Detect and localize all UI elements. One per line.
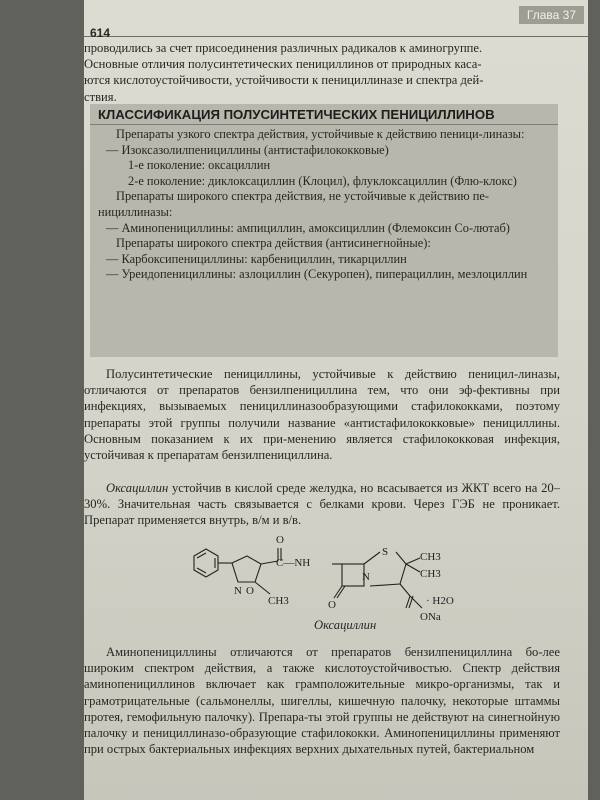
body-paragraph-2: [84, 480, 560, 529]
label-n-isox: N: [234, 585, 242, 597]
book-page: [84, 0, 588, 800]
structural-formula: [174, 528, 494, 628]
label-water: · H2O: [426, 595, 454, 607]
chapter-label: Глава 37: [519, 6, 584, 24]
classification-box: [90, 104, 558, 357]
group-narrow-item: — Изоксазолилпенициллины (антистафилококковые): [106, 142, 389, 157]
label-o-lactam: O: [328, 599, 336, 611]
label-ch3-a: CH3: [420, 551, 441, 563]
label-ch3-b: CH3: [420, 568, 441, 580]
intro-line-3: ются кислотоустойчивости, устойчивости к пенициллиназе и спектра дей-: [84, 73, 484, 88]
formula-caption: Оксациллин: [314, 618, 377, 632]
label-ona: ONa: [420, 611, 441, 623]
intro-line-2: Основные отличия полусинтетических пенициллинов от природных каса-: [84, 57, 482, 72]
generation-1: 1-е поколение: оксациллин: [128, 158, 271, 173]
ureidopenicillins-item: — Уреидопенициллины: азлоциллин (Секуропен), пиперациллин, мезлоциллин: [106, 267, 528, 282]
label-s: S: [382, 546, 389, 558]
group-narrow: Препараты узкого спектра действия, устойчивые к действию пеници-линазы:: [116, 127, 525, 141]
classification-body: [90, 125, 558, 283]
classification-title: КЛАССИФИКАЦИЯ ПОЛУСИНТЕТИЧЕСКИХ ПЕНИЦИЛЛИНОВ: [90, 104, 558, 125]
group-broad-item: — Аминопенициллины: ампициллин, амоксициллин (Флемоксин Со-лютаб): [106, 220, 510, 235]
intro-line-1: проводились за счет присоединения различных радикалов к аминогруппе.: [84, 41, 483, 55]
label-o-top: O: [276, 534, 284, 546]
running-header: [84, 6, 588, 40]
drug-name-oxacillin: Оксациллин: [106, 481, 169, 495]
body-paragraph-1: [84, 366, 560, 463]
group-antipseudomonal: Препараты широкого спектра действия (антисинегнойные):: [116, 236, 431, 251]
group-broad: Препараты широкого спектра действия, не устойчивые к действию пе-нициллиназы:: [98, 189, 489, 219]
carboxypenicillins-item: — Карбоксипенициллины: карбенициллин, тикарциллин: [106, 251, 407, 266]
body-text-1: Полусинтетические пенициллины, устойчивые к действию пеницил-линазы, отличаются от препаратов бензилпенициллина тем, что они эф-фективны при инфекциях, вызываемых пенициллиназообразующими стафилококками, поэтому препараты этой группы получили название «антистафилококковые» пенициллины. Основным показанием к их при-менению является стафилококковая инфекция, устойчивая к препаратам бензилпенициллина.: [84, 367, 560, 463]
intro-paragraph: [84, 40, 560, 105]
label-ch3-c: CH3: [268, 595, 289, 607]
label-nh: C—NH: [276, 557, 311, 569]
generation-2: 2-е поколение: диклоксациллин (Клоцил), флуклоксациллин (Флю-клокс): [128, 173, 517, 188]
page-number: 614: [90, 26, 111, 40]
intro-line-4: ствия.: [84, 89, 117, 104]
oxacillin-description: устойчив в кислой среде желудка, но всасывается из ЖКТ всего на 20–30%. Значительная часть связывается с белками крови. Через ГЭБ не проникает. Препарат применяется внутрь, в/м и в/в.: [84, 481, 560, 528]
label-o-isox: O: [246, 585, 254, 597]
body-paragraph-3: [84, 644, 560, 757]
body-text-3: Аминопенициллины отличаются от препаратов бензилпенициллина бо-лее широким спектром действия, а также кислотоустойчивостью. Спектр действия аминопенициллинов включает как грамположительные микро-организмы, так и грамотрицательные (сальмонеллы, шигеллы, кишечную палочку, некоторые штаммы протея, гемофильную палочку). Препара-ты этой группы не действуют на синегнойную палочку и пенициллиназо-образующие стафилококки. Аминопенициллины применяют при острых бактериальных инфекциях верхних дыхательных путей, бактериальном: [84, 645, 560, 757]
label-n-ring: N: [362, 571, 370, 583]
